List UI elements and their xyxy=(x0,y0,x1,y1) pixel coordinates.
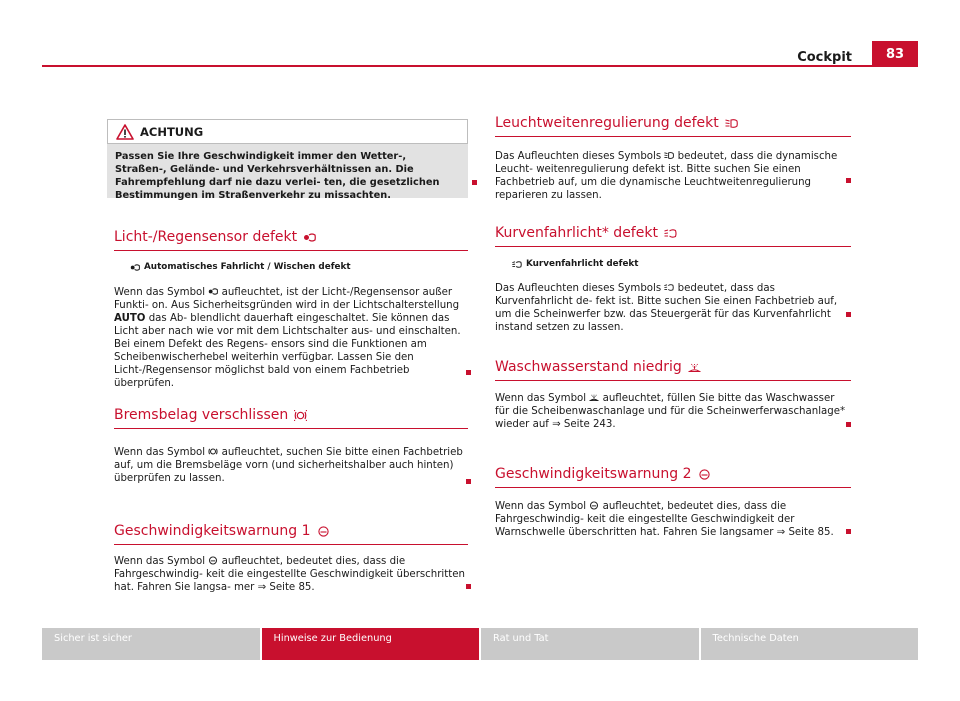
cornering-light-icon xyxy=(664,228,677,239)
brake-pad-icon xyxy=(294,410,307,421)
heading-rule xyxy=(495,380,851,381)
heading-text: Geschwindigkeitswarnung 1 xyxy=(114,523,311,539)
text-part: bedeutet, dass das Kurvenfahrlicht de- fekt ist. Bitte suchen Sie einen Fachbetrieb auf, um die Scheinwerfer bzw. das Steuergerät für das Kurvenfahrlicht instand setzen zu lassen. xyxy=(495,283,838,333)
rain-light-sensor-icon xyxy=(130,263,140,272)
subheading-line xyxy=(130,262,460,272)
text-part: Wenn das Symbol xyxy=(114,287,206,298)
subheading-text: Automatisches Fahrlicht / Wischen defekt xyxy=(144,262,351,272)
heading-rule xyxy=(495,246,851,247)
footer-tab-sicher-ist-sicher[interactable]: Sicher ist sicher xyxy=(42,628,260,660)
section-heading xyxy=(114,523,468,539)
text-part: aufleuchtet, füllen Sie bitte das Waschwasser für die Scheibenwaschanlage und für die Scheinwerferwaschanlage* wieder auf ⇒ Seite 243. xyxy=(495,393,846,430)
section-heading xyxy=(495,359,851,375)
section-washer-fluid xyxy=(495,359,851,381)
subheading-text: Kurvenfahrlicht defekt xyxy=(526,259,639,269)
section-end-mark xyxy=(466,479,471,484)
warning-triangle-icon xyxy=(116,124,134,140)
section-end-mark xyxy=(466,370,471,375)
text-part: Das Aufleuchten dieses Symbols xyxy=(495,151,662,162)
section-end-mark xyxy=(846,178,851,183)
section-heading xyxy=(495,115,851,131)
heading-rule xyxy=(495,136,851,137)
headlight-range-icon xyxy=(664,151,674,160)
text-part-bold: AUTO xyxy=(114,313,146,324)
text-part: Das Aufleuchten dieses Symbols xyxy=(495,283,662,294)
section-speed-warning-1 xyxy=(114,523,468,545)
cornering-light-icon xyxy=(512,260,522,269)
paragraph-speed-warning-1 xyxy=(114,555,466,594)
page-number: 83 xyxy=(872,41,918,67)
text-part: Wenn das Symbol xyxy=(114,447,206,458)
heading-text: Waschwasserstand niedrig xyxy=(495,359,682,375)
paragraph-speed-warning-2 xyxy=(495,500,851,539)
page-header-title: Cockpit xyxy=(797,50,852,65)
text-part: aufleuchtet, bedeutet dies, dass die Fahrgeschwindig- keit die eingestellte Geschwindigkeit der Warnschwelle überschritten hat. Fahren Sie langsamer ⇒ Seite 85. xyxy=(495,501,834,538)
footer-tab-hinweise-zur-bedienung[interactable]: Hinweise zur Bedienung xyxy=(262,628,480,660)
footer-tab-rat-und-tat[interactable]: Rat und Tat xyxy=(481,628,699,660)
warning-header xyxy=(107,119,468,144)
paragraph-cornering-light xyxy=(495,282,851,334)
paragraph-headlight-range xyxy=(495,150,851,202)
paragraph-brake-pad xyxy=(114,446,466,485)
rain-light-sensor-icon xyxy=(208,287,218,296)
footer-tab-technische-daten[interactable]: Technische Daten xyxy=(701,628,919,660)
heading-text: Leuchtweitenregulierung defekt xyxy=(495,115,719,131)
section-end-mark xyxy=(846,529,851,534)
text-part: aufleuchtet, bedeutet dies, dass die Fahrgeschwindig- keit die eingestellte Geschwindigkeit überschritten hat. Fahren Sie langsa- mer ⇒ Seite 85. xyxy=(114,556,465,593)
header-rule xyxy=(42,65,918,67)
text-part: das Ab- blendlicht dauerhaft eingeschaltet. Sie können das Licht aber nach wie vor mit dem Lichtschalter aus- und einschalten. Bei einem Defekt des Regens- ensors sind die Funktionen am Scheibenwischerhebel weiterhin verfügbar. Lassen Sie den Licht-/Regensensor möglichst bald von einem Fachbetrieb überprüfen. xyxy=(114,313,461,389)
heading-rule xyxy=(114,428,468,429)
text-part: Wenn das Symbol xyxy=(114,556,206,567)
paragraph-light-sensor xyxy=(114,286,466,390)
section-end-mark xyxy=(466,584,471,589)
section-end-mark xyxy=(846,422,851,427)
heading-text: Licht-/Regensensor defekt xyxy=(114,229,298,245)
brake-pad-icon xyxy=(208,447,218,456)
text-part: Wenn das Symbol xyxy=(495,393,587,404)
section-cornering-light xyxy=(495,225,851,247)
washer-fluid-icon xyxy=(589,393,599,402)
text-part: Wenn das Symbol xyxy=(495,501,587,512)
speedometer-icon xyxy=(208,556,218,565)
speedometer-icon xyxy=(698,469,711,480)
footer-nav xyxy=(42,628,918,660)
text-part: bedeutet, dass die dynamische Leucht- weitenregulierung defekt ist. Bitte suchen Sie einen Fachbetrieb auf, um die dynamische Leuchtweitenregulierung reparieren zu lassen. xyxy=(495,151,838,201)
section-end-mark xyxy=(846,312,851,317)
text-part: aufleuchtet, suchen Sie bitte einen Fachbetrieb auf, um die Bremsbeläge vorn (und sicherheitshalber auch hinten) überprüfen zu lassen. xyxy=(114,447,463,484)
section-heading xyxy=(114,407,468,423)
heading-rule xyxy=(495,487,851,488)
section-speed-warning-2 xyxy=(495,466,851,488)
section-heading xyxy=(495,466,851,482)
speedometer-icon xyxy=(589,501,599,510)
speedometer-icon xyxy=(317,526,330,537)
section-light-sensor xyxy=(114,229,468,251)
subheading-line xyxy=(512,259,842,269)
heading-text: Geschwindigkeitswarnung 2 xyxy=(495,466,692,482)
section-end-mark xyxy=(472,180,477,185)
section-brake-pad xyxy=(114,407,468,429)
section-headlight-range xyxy=(495,115,851,137)
warning-title: ACHTUNG xyxy=(140,124,204,139)
section-heading xyxy=(495,225,851,241)
warning-text: Passen Sie Ihre Geschwindigkeit immer den Wetter-, Straßen-, Gelände- und Verkehrsverhältnissen an. Die Fahrempfehlung darf nie dazu verlei- ten, die gesetzlichen Bestimmungen im Straßenverkehr zu missachten. xyxy=(115,151,440,201)
paragraph-washer-fluid xyxy=(495,392,851,431)
warning-box xyxy=(107,119,468,201)
heading-text: Kurvenfahrlicht* defekt xyxy=(495,225,658,241)
rain-light-sensor-icon xyxy=(303,232,316,243)
text-part: aufleuchtet, ist der Licht-/Regensensor außer Funkti- on. Aus Sicherheitsgründen wird in der Lichtschalterstellung xyxy=(114,287,460,311)
section-heading xyxy=(114,229,468,245)
washer-fluid-icon xyxy=(688,362,701,373)
cornering-light-icon xyxy=(664,283,674,292)
headlight-range-icon xyxy=(725,118,738,129)
heading-rule xyxy=(114,544,468,545)
heading-rule xyxy=(114,250,468,251)
heading-text: Bremsbelag verschlissen xyxy=(114,407,289,423)
